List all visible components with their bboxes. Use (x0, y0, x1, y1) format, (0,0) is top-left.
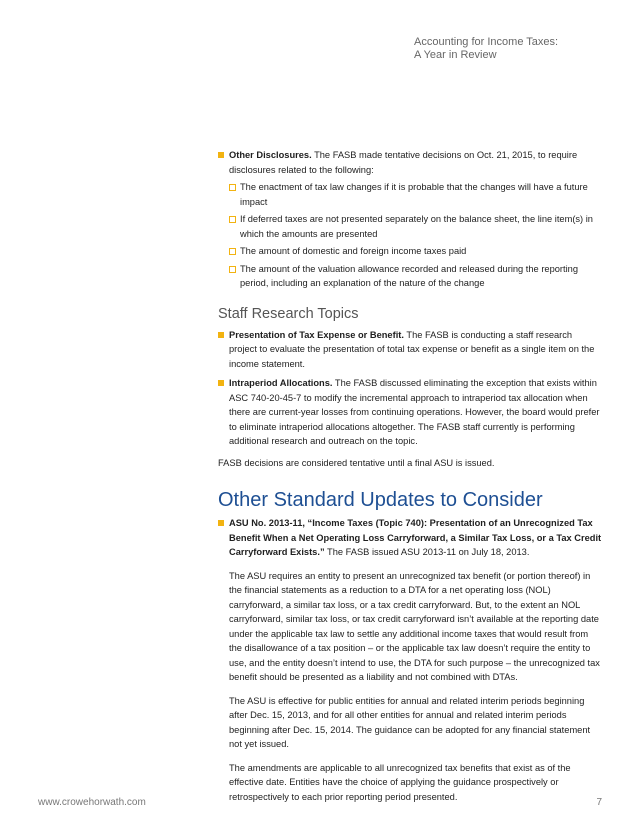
paragraph: The ASU requires an entity to present an unrecognized tax benefit (or portion thereof) in the financial statements as a reduction to a DTA for a net operating loss (NOL) carryforward, a similar tax loss, or a tax credit carryforward. But, to the extent an NOL carryforward, similar tax loss, or tax credit carryforward isn’t available at the reporting date under the applicable tax law to settle any additional income taxes that would result from the disallowance of a tax position – or the applicable tax law doesn’t require the entity to use, and the entity doesn’t intend to use, the DTA for such purpose – the unrecognized tax benefit should be presented as a liability and not combined with DTAs. (229, 570, 600, 682)
paragraph: The amendments are applicable to all unrecognized tax benefits that exist as of the effective date. Entities have the choice of applying the guidance prospectively or retrospectively to each prior reporting period presented. (229, 762, 571, 802)
bullet-tax-expense (218, 328, 602, 372)
bullet-other-disclosures (218, 148, 602, 291)
paragraph: The ASU is effective for public entities for annual and related interim periods beginning after Dec. 15, 2013, and for all other entities for annual and related interim periods beginning after Dec. 15, 2014. The guidance can be adopted for any financial statement not yet issued. (229, 695, 591, 749)
main-content (218, 148, 602, 804)
bullet-asu-2013-11 (218, 516, 602, 560)
section-heading-staff-research: Staff Research Topics (218, 305, 359, 322)
sub-item: The amount of domestic and foreign income taxes paid (229, 244, 602, 259)
bullet-title: ASU No. 2013-11, “Income Taxes (Topic 740): Presentation of an Unrecognized Tax Benefit When a Net Operating Loss Carryforward, a Similar Tax Loss, or a Tax Credit Carryforward Exists.” (229, 518, 602, 557)
sub-item: If deferred taxes are not presented separately on the balance sheet, the line item(s) in which the amounts are presented (229, 212, 602, 241)
bullet-title: Intraperiod Allocations. (229, 378, 333, 388)
bullet-title: Other Disclosures. (229, 150, 312, 160)
bullet-text: The FASB is conducting a staff research project to evaluate the presentation of total tax expense or benefit as a single item on the income statement. (229, 329, 595, 369)
running-header (414, 36, 564, 62)
bullet-text: The FASB discussed eliminating the exception that exists within ASC 740-20-45-7 to modify the incremental approach to intraperiod tax allocation when there are current-year losses from continuing operations. However, the board would prefer to eliminate intraperiod allocations altogether. The FASB staff currently is performing additional research and outreach on the topic. (229, 378, 600, 446)
footer-url: www.crowehorwath.com (38, 797, 146, 808)
bullet-text: The FASB made tentative decisions on Oct. 21, 2015, to require disclosures related to the following: (229, 150, 578, 175)
bullet-title: Presentation of Tax Expense or Benefit. (229, 329, 404, 340)
header-line-2: A Year in Review (414, 49, 497, 61)
bullet-text: The FASB issued ASU 2013-11 on July 18, 2013. (324, 547, 530, 557)
header-line-1: Accounting for Income Taxes: (414, 36, 559, 48)
tentative-note: FASB decisions are considered tentative until a final ASU is issued. (218, 457, 495, 468)
bullet-intraperiod (218, 376, 602, 449)
sub-list (229, 180, 602, 291)
sub-item: The enactment of tax law changes if it is probable that the changes will have a future impact (229, 180, 602, 209)
page-number: 7 (596, 797, 602, 808)
section-heading-other-updates: Other Standard Updates to Consider (218, 489, 543, 511)
sub-item: The amount of the valuation allowance recorded and released during the reporting period, including an explanation of the nature of the change (229, 262, 602, 291)
